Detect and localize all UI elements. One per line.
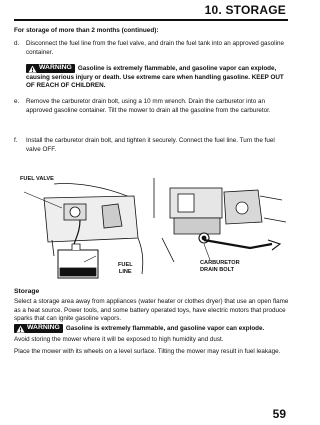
- storage-warning: [14, 324, 290, 334]
- warning-badge-label: WARNING: [27, 324, 60, 332]
- drain-bolt-label-line-1: CARBURETOR: [200, 260, 240, 266]
- storage-paragraph-1: Select a storage area away from appliances (water heater or clothes dryer) that use an open flame as a heat source. Power tools, and some battery operated toys, have electric motors that produce sparks that can ignite gasoline vapors.: [14, 298, 289, 323]
- step-letter: f.: [14, 137, 18, 144]
- storage-paragraph-3: Place the mower with its wheels on a level surface. Tilting the mower may result in fuel leakage.: [14, 348, 281, 355]
- engine-drawing: [14, 178, 288, 286]
- fuel-line-label: [118, 262, 133, 275]
- carburetor-illustration: [14, 178, 288, 286]
- storage-paragraph-2: Avoid storing the mower where it will be exposed to high humidity and dust.: [14, 336, 224, 343]
- step-text: Disconnect the fuel line from the fuel valve, and drain the fuel tank into an approved gasoline container.: [26, 40, 284, 56]
- warning-text: Gasoline is extremely flammable, and gasoline vapor can explode.: [65, 325, 265, 333]
- step-f: [14, 137, 288, 154]
- warning-badge-label: WARNING: [39, 64, 72, 72]
- section-title: 10. STORAGE: [204, 3, 286, 17]
- step-text: Remove the carburetor drain bolt, using a 10 mm wrench. Drain the carburetor into an approved gasoline container. Tilt the mower to drain all the gasoline from the carburetor.: [26, 98, 271, 114]
- warning-badge: [26, 64, 75, 73]
- warning-triangle-icon: [28, 65, 37, 73]
- step-text: Install the carburetor drain bolt, and tighten it securely. Connect the fuel line. Turn the fuel valve OFF.: [26, 137, 275, 153]
- fuel-line-label-line-1: FUEL: [118, 262, 133, 268]
- step-letter: e.: [14, 98, 20, 105]
- warning-badge: [14, 324, 63, 333]
- warning-text: Gasoline is extremely flammable, and gasoline vapor can explode, causing serious injury or death. Use extreme care when handling gasoline. KEEP OUT OF REACH OF CHILDREN.: [26, 65, 284, 90]
- step-letter: d.: [14, 40, 20, 47]
- fuel-line-label-line-2: LINE: [118, 268, 132, 275]
- fuel-valve-label: FUEL VALVE: [20, 176, 54, 182]
- step-e: [14, 98, 288, 115]
- step-d: [14, 40, 288, 57]
- warning-block: [26, 64, 288, 91]
- subheading: For storage of more than 2 months (continued):: [14, 27, 159, 34]
- warning-triangle-icon: [16, 325, 25, 333]
- storage-heading: Storage: [14, 288, 40, 295]
- header-rule: [14, 19, 288, 21]
- drain-bolt-label: [200, 260, 240, 273]
- page-number: 59: [272, 407, 286, 421]
- drain-bolt-label-line-2: DRAIN BOLT: [200, 266, 235, 273]
